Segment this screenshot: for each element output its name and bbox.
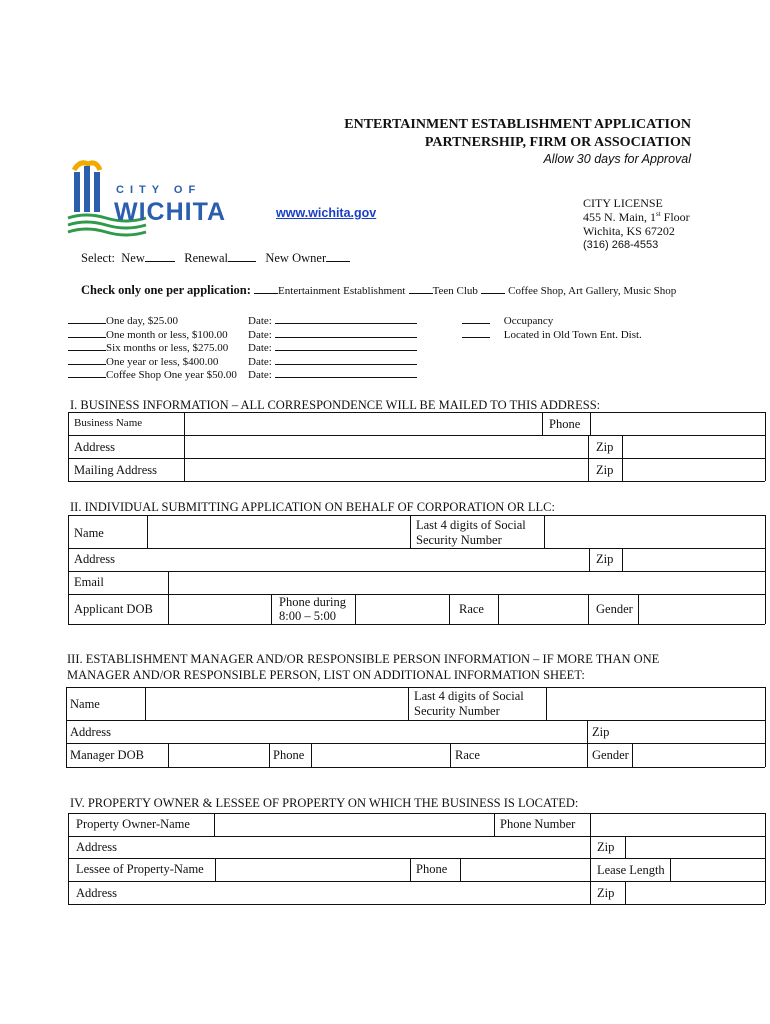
business-phone-label: Phone: [549, 417, 581, 431]
extra-item: Occupancy: [462, 315, 642, 329]
fee-checkbox-line[interactable]: [68, 364, 106, 365]
applicant-phone-label: Phone during 8:00 – 5:00: [279, 595, 347, 623]
select-label: Select:: [81, 251, 116, 265]
date-field[interactable]: [275, 364, 417, 365]
fee-item: One year or less, $400.00: [68, 356, 237, 370]
website-link[interactable]: www.wichita.gov: [276, 206, 377, 220]
select-renewal-label: Renewal: [184, 251, 228, 265]
logo-city-of: CITY OF: [116, 184, 202, 196]
section-1-heading: I. BUSINESS INFORMATION – ALL CORRESPONDENCE WILL BE MAILED TO THIS ADDRESS:: [70, 398, 601, 412]
manager-address-label: Address: [70, 725, 111, 739]
date-field[interactable]: [275, 337, 417, 338]
fee-date-list: [248, 315, 417, 383]
applicant-race-label: Race: [459, 602, 484, 616]
check-option-coffee-shop: Coffee Shop, Art Gallery, Music Shop: [508, 285, 677, 297]
select-new-label: New: [121, 251, 145, 265]
select-row: [81, 251, 350, 266]
fee-date: Date:: [248, 329, 417, 343]
lessee-name-label: Lessee of Property-Name: [76, 862, 204, 876]
occupancy-checkbox-line[interactable]: [462, 323, 490, 324]
coffee-shop-checkbox-line[interactable]: [481, 293, 505, 294]
check-label: Check only one per application:: [81, 283, 251, 297]
select-new-owner-label: New Owner: [265, 251, 327, 265]
fee-date: Date:: [248, 342, 417, 356]
manager-dob-label: Manager DOB: [70, 748, 144, 762]
fee-date: Date:: [248, 356, 417, 370]
office-name: CITY LICENSE: [583, 196, 663, 210]
city-logo: [66, 160, 227, 240]
date-field[interactable]: [275, 377, 417, 378]
date-field[interactable]: [275, 323, 417, 324]
owner-name-input[interactable]: [220, 815, 490, 835]
applicant-ssn-input[interactable]: [548, 517, 762, 547]
fee-item: One day, $25.00: [68, 315, 237, 329]
applicant-email-input[interactable]: [174, 573, 762, 593]
form-title: ENTERTAINMENT ESTABLISHMENT APPLICATION: [344, 117, 691, 132]
applicant-address-label: Address: [74, 552, 115, 566]
applicant-zip-label: Zip: [596, 552, 614, 566]
fee-list: [68, 315, 237, 383]
new-owner-checkbox-line[interactable]: [326, 261, 350, 262]
lessee-address-label: Address: [76, 886, 117, 900]
office-address-line2: Wichita, KS 67202: [583, 224, 675, 238]
fee-checkbox-line[interactable]: [68, 323, 106, 324]
business-name-label: Business Name: [74, 417, 143, 429]
section-3-heading-line1: III. ESTABLISHMENT MANAGER AND/OR RESPONSIBLE PERSON INFORMATION – IF MORE THAN ONE: [67, 652, 660, 666]
renewal-checkbox-line[interactable]: [228, 261, 256, 262]
mailing-address-label: Mailing Address: [74, 463, 157, 477]
owner-address-label: Address: [76, 840, 117, 854]
section-2-heading: II. INDIVIDUAL SUBMITTING APPLICATION ON BEHALF OF CORPORATION OR LLC:: [70, 500, 555, 514]
fee-item: Six months or less, $275.00: [68, 342, 237, 356]
manager-ssn-label: Last 4 digits of Social Security Number: [414, 689, 524, 718]
lessee-zip-label: Zip: [597, 886, 615, 900]
extra-item: Located in Old Town Ent. Dist.: [462, 329, 642, 343]
business-zip-label: Zip: [596, 440, 614, 454]
teen-club-checkbox-line[interactable]: [409, 293, 433, 294]
manager-name-input[interactable]: [150, 689, 405, 719]
applicant-gender-label: Gender: [596, 602, 633, 616]
applicant-dob-label: Applicant DOB: [74, 602, 153, 616]
office-address-line1: 455 N. Main, 1st Floor: [583, 210, 690, 224]
applicant-name-input[interactable]: [152, 517, 407, 547]
fee-checkbox-line[interactable]: [68, 350, 106, 351]
fee-item: One month or less, $100.00: [68, 329, 237, 343]
check-option-teen-club: Teen Club: [432, 285, 478, 297]
lessee-phone-label: Phone: [416, 862, 448, 876]
new-checkbox-line[interactable]: [145, 261, 175, 262]
fee-date: Date:: [248, 369, 417, 383]
extras-list: [462, 315, 642, 342]
manager-name-label: Name: [70, 697, 100, 711]
manager-gender-label: Gender: [592, 748, 629, 762]
check-row: [81, 283, 676, 298]
fee-checkbox-line[interactable]: [68, 377, 106, 378]
old-town-checkbox-line[interactable]: [462, 337, 490, 338]
entertainment-checkbox-line[interactable]: [254, 293, 278, 294]
section-4-heading: IV. PROPERTY OWNER & LESSEE OF PROPERTY ON WHICH THE BUSINESS IS LOCATED:: [70, 796, 579, 810]
approval-note: Allow 30 days for Approval: [543, 152, 691, 166]
logo-wichita: WICHITA: [114, 198, 227, 226]
form-subtitle: PARTNERSHIP, FIRM OR ASSOCIATION: [424, 135, 691, 150]
owner-name-label: Property Owner-Name: [76, 817, 190, 831]
office-phone: (316) 268-4553: [583, 239, 659, 251]
manager-phone-label: Phone: [273, 748, 305, 762]
applicant-email-label: Email: [74, 575, 104, 589]
business-address-input[interactable]: [190, 437, 585, 457]
applicant-ssn-label: Last 4 digits of Social Security Number: [416, 518, 526, 547]
lease-length-label: Lease Length: [597, 863, 665, 877]
manager-race-label: Race: [455, 748, 480, 762]
manager-zip-label: Zip: [592, 725, 610, 739]
business-name-input[interactable]: [190, 414, 540, 434]
fee-checkbox-line[interactable]: [68, 337, 106, 338]
mailing-zip-label: Zip: [596, 463, 614, 477]
check-option-entertainment: Entertainment Establishment: [278, 285, 406, 297]
mailing-address-input[interactable]: [190, 460, 585, 480]
manager-ssn-input[interactable]: [550, 689, 762, 719]
date-field[interactable]: [275, 350, 417, 351]
fee-item: Coffee Shop One year $50.00: [68, 369, 237, 383]
applicant-name-label: Name: [74, 526, 104, 540]
section-3-heading-line2: MANAGER AND/OR RESPONSIBLE PERSON, LIST ON ADDITIONAL INFORMATION SHEET:: [67, 668, 585, 682]
fee-date: Date:: [248, 315, 417, 329]
owner-zip-label: Zip: [597, 840, 615, 854]
business-address-label: Address: [74, 440, 115, 454]
owner-phone-label: Phone Number: [500, 817, 576, 831]
